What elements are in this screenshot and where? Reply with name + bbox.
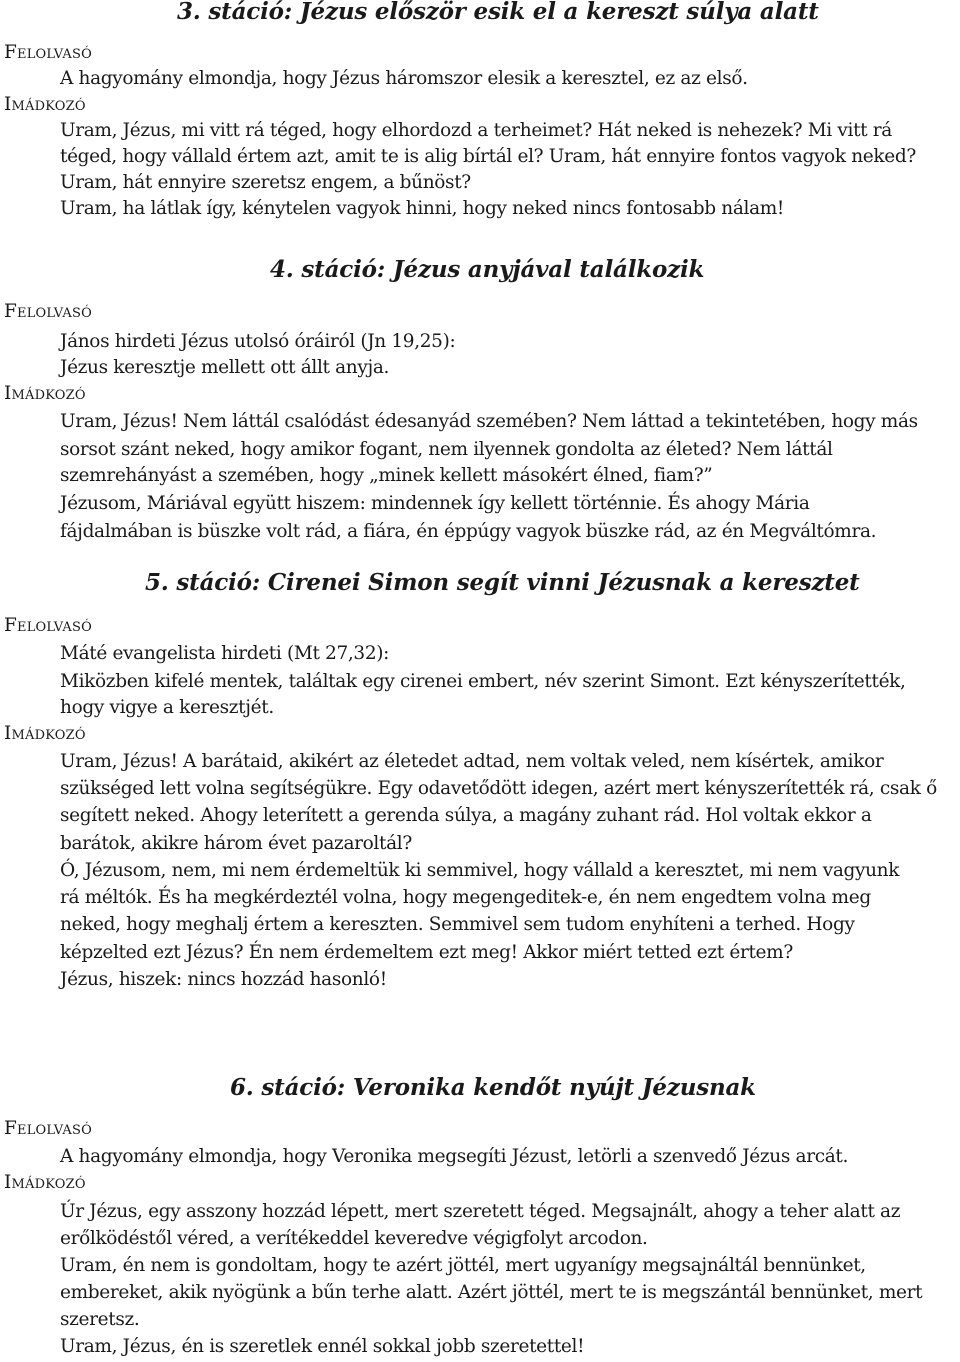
station-5-prayer-line: Jézus, hiszek: nincs hozzád hasonló! [60,969,387,990]
station-3-prayer-line: téged, hogy vállald értem azt, amit te is alig bírtál el? Uram, hát ennyire fontos vagyok neked? [60,146,916,167]
station-3-reading-line: A hagyomány elmondja, hogy Jézus háromszor elesik a keresztel, ez az első. [60,68,748,89]
station-6-reading-line: A hagyomány elmondja, hogy Veronika megsegíti Jézust, letörli a szenvedő Jézus arcát. [60,1146,849,1167]
station-5-prayer-line: képzelted ezt Jézus? Én nem érdemeltem ezt meg! Akkor miért tetted ezt értem? [60,942,793,963]
station-5-prayer-line: barátok, akikre három évet pazaroltál? [60,833,412,854]
station-6-prayer-line: Úr Jézus, egy asszony hozzád lépett, mert szeretett téged. Megsajnált, ahogy a teher alatt az [60,1201,901,1222]
station-6-prayer-line: erőlködéstől véred, a verítékeddel keveredve végigfolyt arcodon. [60,1228,648,1249]
station-6-prayer-line: Uram, Jézus, én is szeretlek ennél sokkal jobb szeretettel! [60,1336,585,1357]
station-4-title: 4. stáció: Jézus anyjával találkozik [270,256,705,283]
station-5-reading-line: Miközben kifelé mentek, találtak egy cirenei embert, név szerint Simont. Ezt kényszerítették, [60,671,906,692]
station-5-prayer-line: Uram, Jézus! A barátaid, akikért az életedet adtad, nem voltak veled, nem kísértek, amikor [60,751,884,772]
station-3-prayer-line: Uram, hát ennyire szeretsz engem, a bűnöst? [60,172,471,193]
station-4-prayer-line: szemrehányást a szemében, hogy „minek kellett másokért élned, fiam?” [60,465,713,486]
station-4-prayer-line: Jézusom, Máriával együtt hiszem: mindennek így kellett történnie. És ahogy Mária [60,493,810,514]
station-4-prayer-line: sorsot szánt neked, hogy amikor fogant, nem ilyennek gondolta az életed? Nem láttál [60,439,833,460]
station-5-reading-line: hogy vigye a keresztjét. [60,697,274,718]
role-label-reader: Felolvasó [4,42,92,63]
role-label-reader: Felolvasó [4,1118,92,1139]
role-label-prayer: Imádkozó [4,723,86,744]
station-6-prayer-line: Uram, én nem is gondoltam, hogy te azért jöttél, mert ugyanígy megsajnáltál bennünket, [60,1255,866,1276]
station-5-prayer-line: segített neked. Ahogy leterített a gerenda súlya, a magány zuhant rád. Hol voltak ekkor a [60,805,872,826]
station-5-reading-line: Máté evangelista hirdeti (Mt 27,32): [60,643,390,664]
station-3-prayer-line: Uram, Jézus, mi vitt rá téged, hogy elhordozd a terheimet? Hát neked is nehezek? Mi vitt rá [60,120,892,141]
station-5-prayer-line: Ó, Jézusom, nem, mi nem érdemeltük ki semmivel, hogy vállald a keresztet, mi nem vagyunk [60,860,900,881]
station-5-prayer-line: neked, hogy meghalj értem a kereszten. Semmivel sem tudom enyhíteni a terhed. Hogy [60,914,855,935]
role-label-reader: Felolvasó [4,615,92,636]
station-6-title: 6. stáció: Veronika kendőt nyújt Jézusnak [230,1074,756,1101]
station-6-prayer-line: szeretsz. [60,1309,140,1330]
station-5-title: 5. stáció: Cirenei Simon segít vinni Jézusnak a keresztet [145,569,860,596]
station-4-reading-line: János hirdeti Jézus utolsó óráiról (Jn 19,25): [60,331,456,352]
station-3-prayer-line: Uram, ha látlak így, kénytelen vagyok hinni, hogy neked nincs fontosabb nálam! [60,198,785,219]
station-5-prayer-line: rá méltók. És ha megkérdeztél volna, hogy megengeditek-e, én nem engedtem volna meg [60,887,871,908]
station-4-reading-line: Jézus keresztje mellett ott állt anyja. [60,357,390,378]
role-label-prayer: Imádkozó [4,383,86,404]
station-3-title: 3. stáció: Jézus először esik el a kereszt súlya alatt [177,0,819,25]
station-6-prayer-line: embereket, akik nyögünk a bűn terhe alatt. Azért jöttél, mert te is megszántál bennünket, mert [60,1282,923,1303]
station-4-prayer-line: Uram, Jézus! Nem láttál csalódást édesanyád szemében? Nem láttad a tekintetében, hogy más [60,411,918,432]
station-4-prayer-line: fájdalmában is büszke volt rád, a fiára, én éppúgy vagyok büszke rád, az én Megváltómra. [60,521,877,542]
station-5-prayer-line: szükséged lett volna segítségükre. Egy odavetődött idegen, azért mert kényszerítették rá, csak ő [60,778,937,799]
role-label-prayer: Imádkozó [4,94,86,115]
role-label-prayer: Imádkozó [4,1172,86,1193]
role-label-reader: Felolvasó [4,301,92,322]
